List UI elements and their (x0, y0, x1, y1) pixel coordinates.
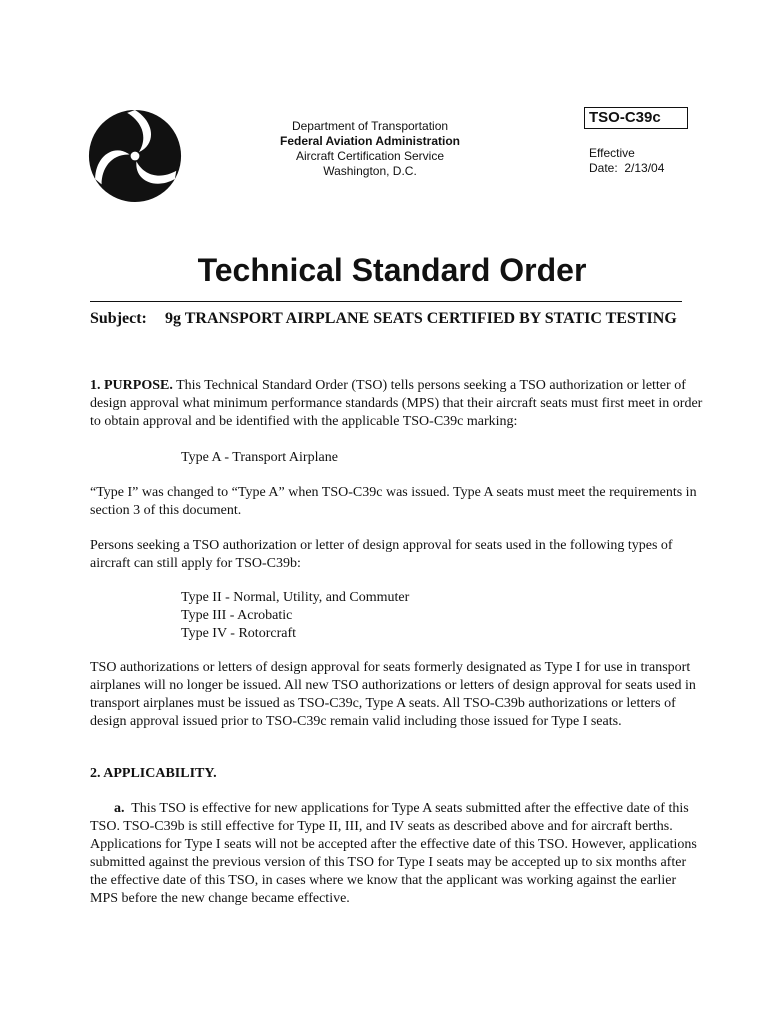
purpose-heading: 1. PURPOSE. (90, 378, 173, 393)
type-a-list (181, 449, 338, 467)
applicability-heading: 2. APPLICABILITY. (90, 766, 217, 781)
agency-line-department: Department of Transportation (291, 119, 449, 133)
date-value: 2/13/04 (624, 161, 665, 175)
applicability-item-a (90, 800, 706, 908)
title-divider (90, 301, 682, 302)
item-a-label: a. (114, 801, 125, 816)
effective-date-line (589, 161, 664, 176)
tso-number-box (584, 107, 688, 129)
effective-label: Effective (589, 146, 635, 160)
agency-block (240, 119, 500, 179)
dot-triskelion-logo-icon (86, 107, 184, 205)
subject-label: Subject: (90, 310, 147, 327)
type-iii-item: Type III - Acrobatic (181, 608, 293, 623)
agency-line-location: Washington, D.C. (323, 164, 417, 178)
subject-value: 9g TRANSPORT AIRPLANE SEATS CERTIFIED BY STATIC TESTING (165, 310, 677, 327)
date-label: Date: (589, 161, 618, 175)
persons-seeking-paragraph: Persons seeking a TSO authorization or letter of design approval for seats used in the following types of aircraft can still apply for TSO-C39b: (90, 538, 673, 571)
other-types-list (181, 589, 409, 643)
item-a-text: This TSO is effective for new applications for Type A seats submitted after the effective date of this TSO. TSO-C39b is still effective for Type II, III, and IV seats as described above and for aircraft berths. Applications for Type I seats will not be accepted after the effective date of this TSO. However, applications submitted against the previous version of this TSO for Type I seats may be accepted up to six months after the effective date of this TSO, in cases where we know that the applicant was working against the earlier MPS before the new change became effective. (90, 801, 697, 906)
tso-number: TSO-C39c (589, 109, 661, 126)
type-iv-item: Type IV - Rotorcraft (181, 626, 297, 641)
type-ii-item: Type II - Normal, Utility, and Commuter (181, 590, 410, 605)
type-change-paragraph: “Type I” was changed to “Type A” when TSO-C39c was issued. Type A seats must meet the requirements in section 3 of this document. (90, 485, 697, 518)
agency-line-faa: Federal Aviation Administration (279, 134, 461, 148)
purpose-intro: This Technical Standard Order (TSO) tells persons seeking a TSO authorization or letter of design approval what minimum performance standards (MPS) that their aircraft seats must first meet in order to obtain approval and be identified with the applicable TSO-C39c marking: (90, 378, 703, 429)
page-title: Technical Standard Order (197, 252, 587, 288)
effective-date-block (589, 146, 664, 176)
authorizations-paragraph: TSO authorizations or letters of design approval for seats formerly designated as Type I for use in transport airplanes will no longer be issued. All new TSO authorizations or letters of design approval for seats used in transport airplanes must be issued as TSO-C39c, Type A seats. All TSO-C39b authorizations or letters of design approval issued prior to TSO-C39c remain valid including those issued for Type I seats. (90, 660, 696, 729)
purpose-paragraph (90, 377, 706, 431)
type-a-item: Type A - Transport Airplane (181, 450, 338, 465)
agency-line-service: Aircraft Certification Service (295, 149, 445, 163)
